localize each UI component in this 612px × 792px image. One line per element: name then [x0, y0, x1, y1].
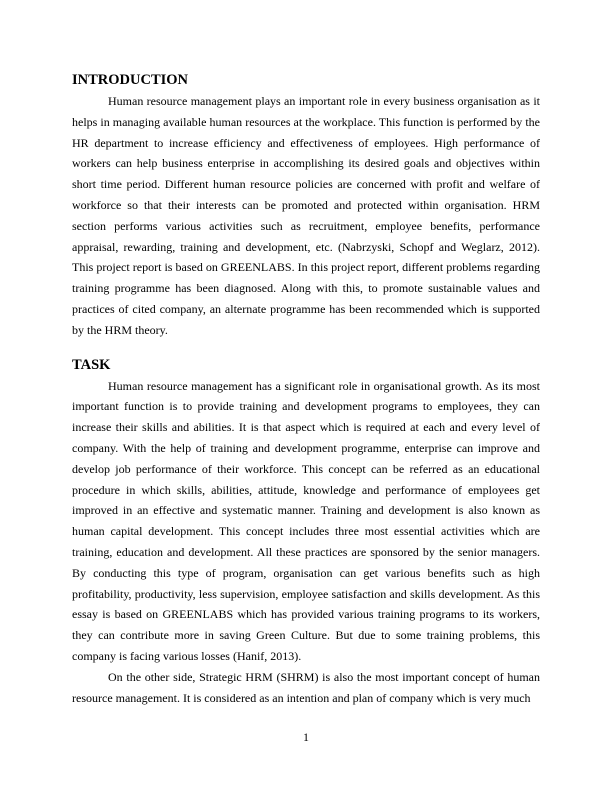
task-paragraph-2: On the other side, Strategic HRM (SHRM) is also the most important concept of human resource management. It is considered as an intention and plan of company which is very much	[72, 669, 540, 705]
document-body	[72, 70, 540, 708]
section-spacer	[72, 341, 540, 355]
introduction-paragraph: Human resource management plays an important role in every business organisation as it helps in managing available human resources at the workplace. This function is performed by the HR department to increase efficiency and effectiveness of employees. High performance of workers can help business enterprise in accomplishing its desired goals and objectives within short time period. Different human resource policies are concerned with profit and welfare of workforce so that their interests can be promoted and protected within organisation. HRM section performs various activities such as recruitment, employee benefits, performance appraisal, rewarding, training and development, etc. (Nabrzyski, Schopf and Weglarz, 2012). This project report is based on GREENLABS. In this project report, different problems regarding training programme has been diagnosed. Along with this, to promote sustainable values and practices of cited company, an alternate programme has been recommended which is supported by the HRM theory.	[72, 94, 540, 337]
section-heading-introduction: INTRODUCTION	[72, 72, 189, 88]
page-number: 1	[303, 730, 309, 744]
section-heading-task: TASK	[72, 356, 111, 373]
task-paragraph-1: Human resource management has a significant role in organisational growth. As its most important function is to provide training and development programs to employees, they can increase their skills and abilities. It is that aspect which is required at each and every level of company. With the help of training and development programme, enterprise can improve and develop job performance of their workforce. This concept can be referred as an educational procedure in which skills, abilities, attitude, knowledge and performance of employees get improved in an effective and systematic manner. Training and development is also known as human capital development. This concept includes three most essential activities which are training, education and development. All these practices are sponsored by the senior managers. By conducting this type of program, organisation can get various benefits such as high profitability, productivity, less supervision, employee satisfaction and skills development. As this essay is based on GREENLABS which has provided various training programs to its workers, they can contribute more in saving Green Culture. But due to some training problems, this company is facing various losses (Hanif, 2013).	[72, 378, 540, 663]
